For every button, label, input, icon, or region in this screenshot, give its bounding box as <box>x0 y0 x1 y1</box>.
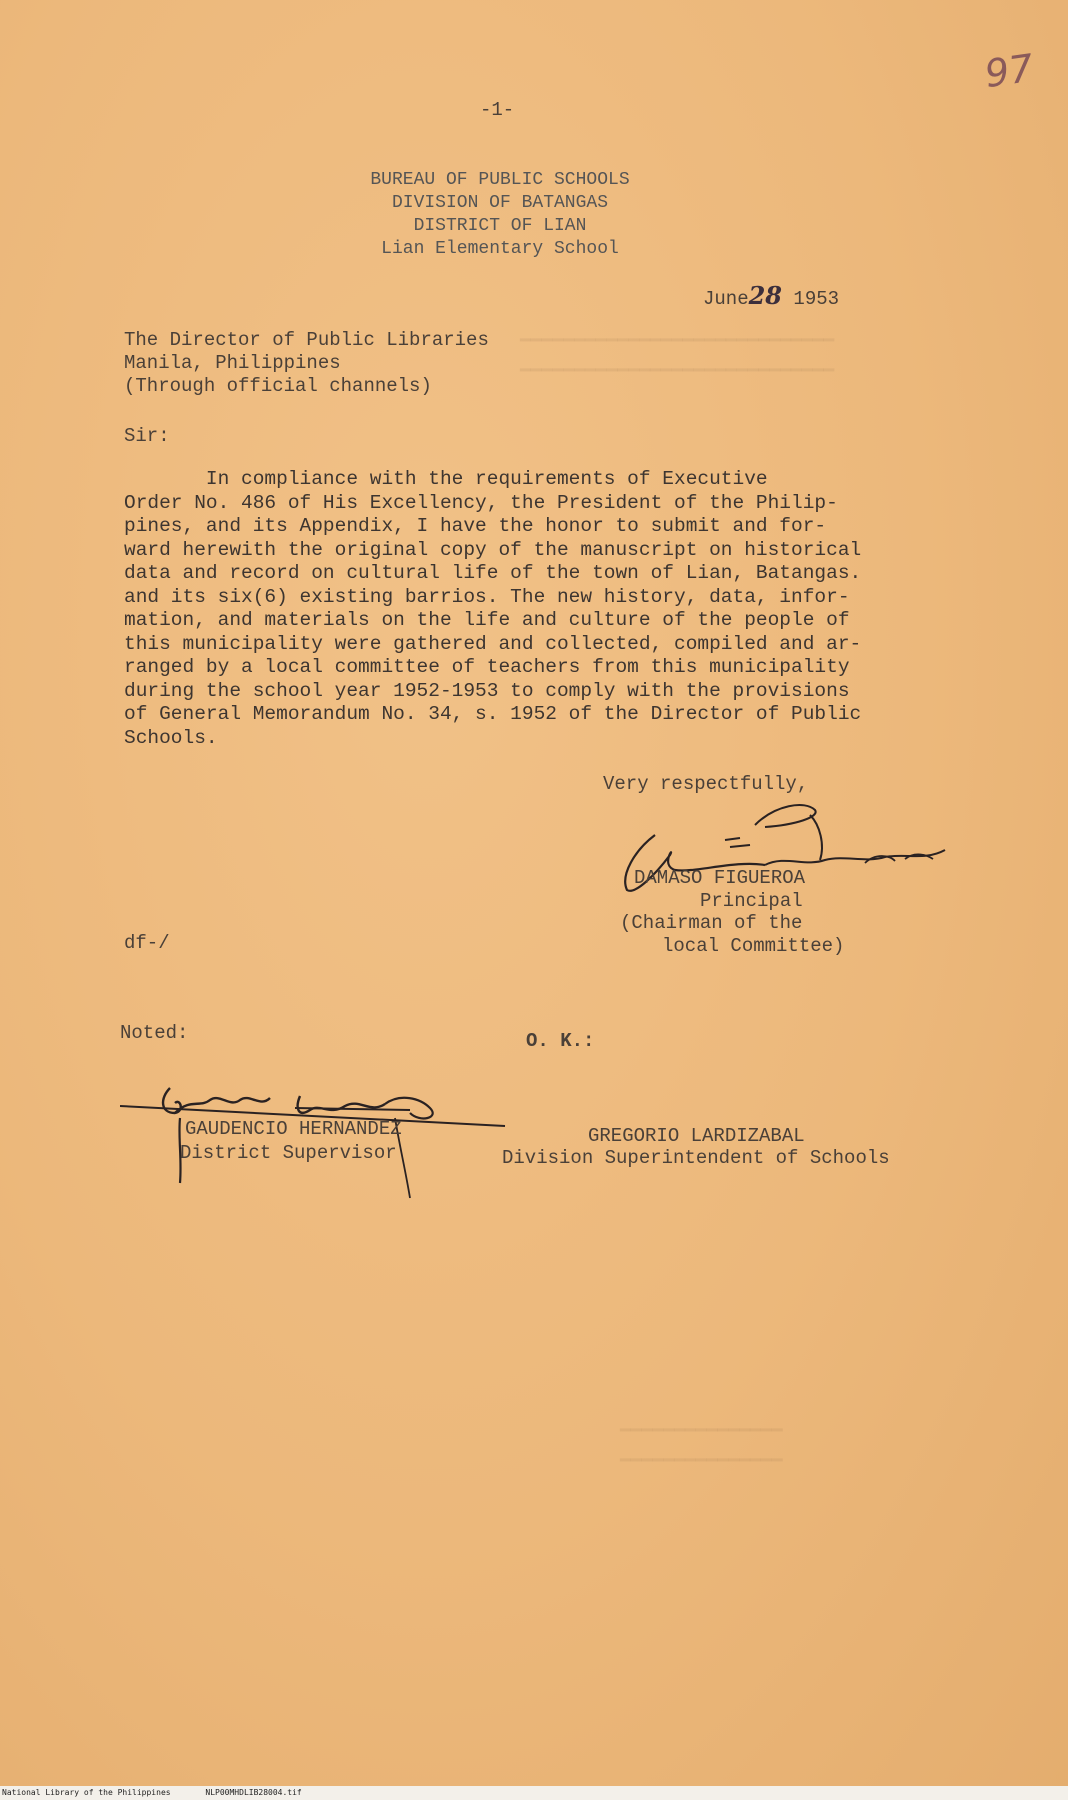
body-line: this municipality were gathered and collected, compiled and ar- <box>124 632 862 655</box>
scan-footer <box>0 1786 1068 1800</box>
salutation: Sir: <box>124 425 170 447</box>
letterhead-district: DISTRICT OF LIAN <box>413 216 587 236</box>
date-year: 1953 <box>793 288 840 310</box>
body-line: In compliance with the requirements of Executive <box>124 468 768 490</box>
letterhead-school: Lian Elementary School <box>381 239 619 259</box>
footer-institution: National Library of the Philippines <box>2 1788 171 1797</box>
body-line: and its six(6) existing barrios. The new history, data, infor- <box>124 585 850 608</box>
show-through-text: ━━━━━━━━━━━━━━━ <box>620 1452 783 1472</box>
addressee-line: Manila, Philippines <box>124 352 341 374</box>
body-line: pines, and its Appendix, I have the honor to submit and for- <box>124 515 827 537</box>
noted-label: Noted: <box>120 1022 189 1044</box>
date-day-handwritten: 28 <box>748 281 783 310</box>
superintendent-name: GREGORIO LARDIZABAL <box>588 1125 805 1147</box>
principal-title: Principal <box>700 890 803 912</box>
ok-label: O. K.: <box>526 1030 595 1052</box>
body-line: during the school year 1952-1953 to comply with the provisions <box>124 679 850 702</box>
show-through-text: ━━━━━━━━━━━━━━━ <box>620 1422 783 1442</box>
body-line: Schools. <box>124 726 218 749</box>
body-line: Order No. 486 of His Excellency, the President of the Philip- <box>124 491 838 514</box>
supervisor-title: District Supervisor <box>180 1142 397 1164</box>
show-through-text: ━━━━━━━━━━━━━━━━━━━━━━━━━━━━━ <box>520 362 835 382</box>
addressee-line: The Director of Public Libraries <box>124 329 489 351</box>
principal-name: DAMASO FIGUEROA <box>634 867 806 889</box>
addressee-line: (Through official channels) <box>124 375 432 397</box>
letterhead-bureau: BUREAU OF PUBLIC SCHOOLS <box>370 170 630 190</box>
principal-role: (Chairman of the <box>620 912 803 934</box>
letterhead-division: DIVISION OF BATANGAS <box>391 193 609 213</box>
date-month: June <box>703 288 749 310</box>
folio-number: 97 <box>982 45 1037 97</box>
body-line: ward herewith the original copy of the manuscript on historical <box>124 538 862 561</box>
superintendent-title: Division Superintendent of Schools <box>502 1147 890 1169</box>
body-line: mation, and materials on the life and culture of the people of <box>124 609 850 631</box>
reference-initials: df-/ <box>124 932 170 954</box>
letter-date <box>703 281 840 311</box>
show-through-text: ━━━━━━━━━━━━━━━━━━━━━━━━━━━━━ <box>520 332 835 352</box>
footer-filename: NLP00MHDLIB28004.tif <box>205 1788 302 1797</box>
page-number: -1- <box>480 99 515 121</box>
body-line: ranged by a local committee of teachers from this municipality <box>124 656 850 678</box>
closing: Very respectfully, <box>603 773 809 795</box>
body-line: data and record on cultural life of the town of Lian, Batangas. <box>124 562 862 584</box>
body-line: of General Memorandum No. 34, s. 1952 of the Director of Public <box>124 703 862 725</box>
supervisor-name: GAUDENCIO HERNANDEZ <box>185 1118 402 1140</box>
principal-role: local Committee) <box>662 935 845 957</box>
